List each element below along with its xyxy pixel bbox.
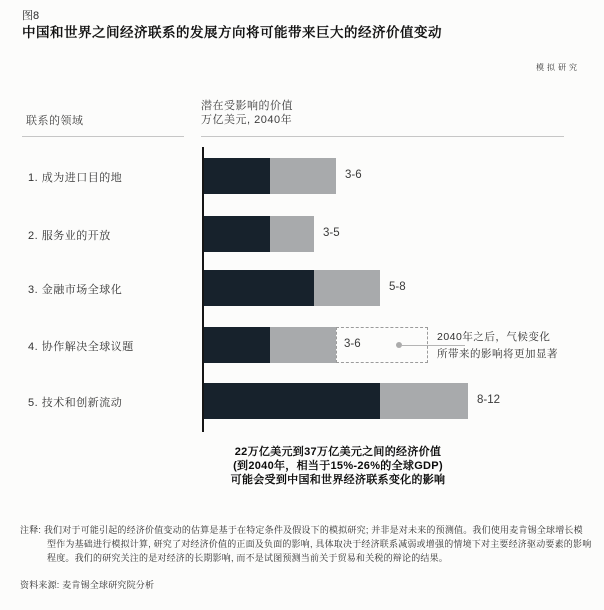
bar-high-segment bbox=[270, 158, 336, 194]
range-value-label: 3-6 bbox=[345, 169, 362, 181]
header-rule-left bbox=[22, 136, 184, 137]
summary-line2: (到2040年，相当于15%-26%的全球GDP) bbox=[233, 459, 443, 472]
category-label: 2. 服务业的开放 bbox=[28, 230, 111, 242]
value-header-line1: 潜在受影响的价值 bbox=[201, 100, 293, 112]
simulation-study-tag: 模拟研究 bbox=[536, 63, 580, 72]
range-value-label: 3-5 bbox=[323, 227, 340, 239]
footnote bbox=[20, 524, 592, 565]
bar-low-segment bbox=[204, 270, 314, 306]
category-label: 5. 技术和创新流动 bbox=[28, 397, 123, 409]
bar-low-segment bbox=[204, 383, 380, 419]
annotation-line2: 所带来的影响将更加显著 bbox=[437, 347, 558, 360]
bar-low-segment bbox=[204, 327, 270, 363]
range-value-label: 8-12 bbox=[477, 394, 501, 406]
range-value-label: 3-6 bbox=[344, 338, 361, 350]
bar-high-segment bbox=[270, 216, 314, 252]
bar-low-segment bbox=[204, 216, 270, 252]
figure-title: 中国和世界之间经济联系的发展方向将可能带来巨大的经济价值变动 bbox=[22, 25, 442, 40]
category-label: 1. 成为进口目的地 bbox=[28, 172, 123, 184]
climate-change-annotation bbox=[437, 329, 558, 362]
annotation-line1: 2040年之后，气候变化 bbox=[437, 331, 551, 343]
source-line: 资料来源: 麦肯锡全球研究院分析 bbox=[20, 580, 155, 590]
header-rule-right bbox=[201, 136, 564, 137]
summary-callout bbox=[120, 446, 556, 487]
bar-high-segment bbox=[380, 383, 468, 419]
category-label: 3. 金融市场全球化 bbox=[28, 284, 123, 296]
category-label: 4. 协作解决全球议题 bbox=[28, 341, 134, 353]
footnote-label: 注释: bbox=[20, 525, 42, 535]
footnote-text: 我们对于可能引起的经济价值变动的估算是基于在特定条件及假设下的模拟研究; 并非是对未来的预测值。我们使用麦肯锡全球增长模型作为基础进行模拟计算, 研究了对经济价值的正面及负面的影响, 具体取决于经济联系减弱或增强的情境下对主要经济驱动要素的影响程度。我们的研究关注的是对经济的长期影响, 而不是试图预测当前关于贸易和关税的辩论的结果。 bbox=[43, 525, 592, 563]
value-header-line2: 万亿美元, 2040年 bbox=[201, 114, 293, 126]
figure-number: 图8 bbox=[22, 10, 40, 22]
value-column-header bbox=[201, 99, 293, 127]
bar-low-segment bbox=[204, 158, 270, 194]
bar-high-segment bbox=[270, 327, 336, 363]
range-value-label: 5-8 bbox=[389, 281, 406, 293]
summary-line1: 22万亿美元到37万亿美元之间的经济价值 bbox=[234, 446, 442, 458]
category-column-header: 联系的领域 bbox=[26, 115, 84, 127]
summary-line3: 可能会受到中国和世界经济联系变化的影响 bbox=[230, 473, 446, 486]
bar-high-segment bbox=[314, 270, 380, 306]
